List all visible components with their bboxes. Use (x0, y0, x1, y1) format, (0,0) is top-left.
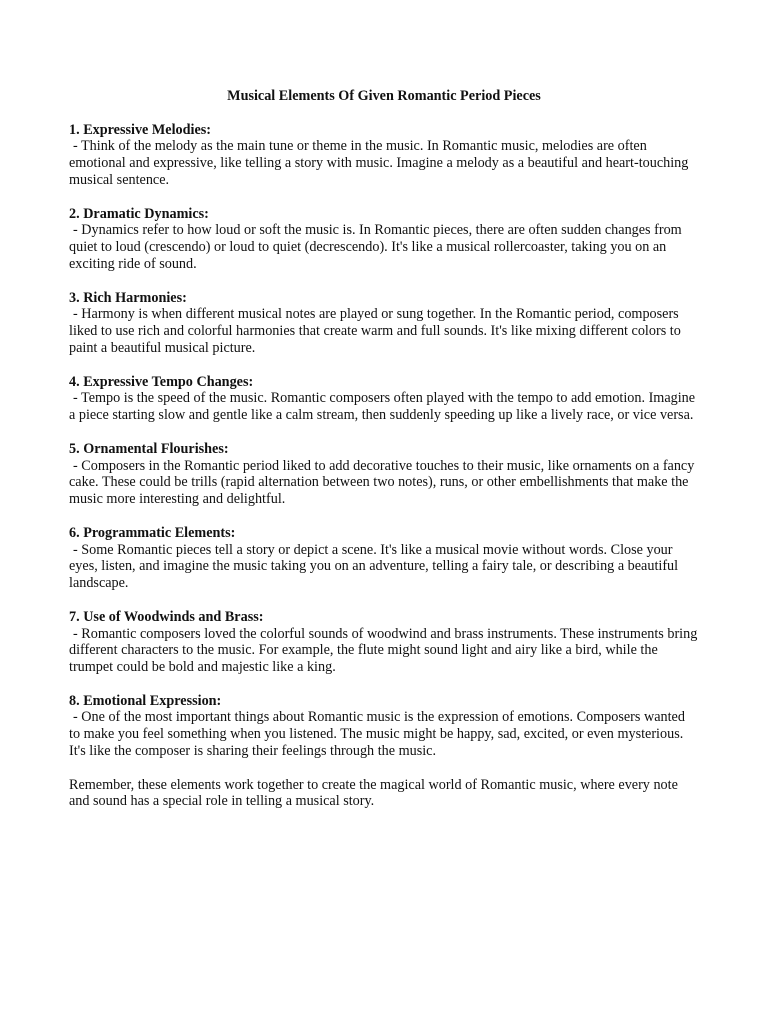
section-rich-harmonies (69, 290, 699, 357)
section-body: - One of the most important things about Romantic music is the expression of emotions. Composers wanted to make you feel something when you listened. The music might be happy, sad, excited, or even mysterious. It's like the composer is sharing their feelings through the music. (69, 709, 685, 760)
section-heading: 5. Ornamental Flourishes: (69, 440, 229, 457)
section-body: - Some Romantic pieces tell a story or depict a scene. It's like a musical movie without words. Close your eyes, listen, and imagine the music taking you on an adventure, telling a fairy tale, or describing a beautiful landscape. (69, 541, 679, 592)
section-heading: 2. Dramatic Dynamics: (69, 205, 209, 222)
section-heading: 1. Expressive Melodies: (69, 121, 211, 138)
section-body: - Tempo is the speed of the music. Romantic composers often played with the tempo to add emotion. Imagine a piece starting slow and gentle like a calm stream, then suddenly speeding up like a lively race, or vice versa. (69, 390, 696, 424)
section-body: - Composers in the Romantic period liked to add decorative touches to their music, like ornaments on a fancy cake. These could be trills (rapid alternation between two notes), runs, or other embellishments that make the music more interesting and delightful. (69, 457, 695, 508)
section-expressive-tempo-changes (69, 374, 699, 424)
document-title: Musical Elements Of Given Romantic Period Pieces (227, 88, 541, 104)
section-heading: 4. Expressive Tempo Changes: (69, 373, 254, 390)
section-body: - Dynamics refer to how loud or soft the music is. In Romantic pieces, there are often sudden changes from quiet to loud (crescendo) or loud to quiet (decrescendo). It's like a musical rollercoaster, taking you on an exciting ride of sound. (69, 222, 682, 272)
section-heading: 8. Emotional Expression: (69, 692, 222, 709)
section-heading: 6. Programmatic Elements: (69, 524, 236, 541)
section-dramatic-dynamics (69, 206, 699, 273)
section-emotional-expression (69, 693, 699, 760)
section-body: - Romantic composers loved the colorful sounds of woodwind and brass instruments. These instruments bring different characters to the music. For example, the flute might sound light and airy like a bird, while the trumpet could be bold and majestic like a king. (69, 625, 698, 676)
section-body: - Think of the melody as the main tune or theme in the music. In Romantic music, melodies are often emotional and expressive, like telling a story with music. Imagine a melody as a beautiful and heart-touching musical sentence. (69, 138, 689, 188)
section-heading: 7. Use of Woodwinds and Brass: (69, 608, 264, 625)
section-heading: 3. Rich Harmonies: (69, 289, 187, 306)
closing-paragraph: Remember, these elements work together to create the magical world of Romantic music, where every note and sound has a special role in telling a musical story. (69, 776, 678, 810)
section-ornamental-flourishes (69, 441, 699, 508)
section-body: - Harmony is when different musical notes are played or sung together. In the Romantic period, composers liked to use rich and colorful harmonies that create warm and full sounds. It's like mixing different colors to paint a beautiful musical picture. (69, 306, 681, 356)
section-woodwinds-and-brass (69, 609, 699, 676)
section-expressive-melodies (69, 122, 699, 189)
document-page (69, 88, 699, 810)
section-programmatic-elements (69, 525, 699, 592)
